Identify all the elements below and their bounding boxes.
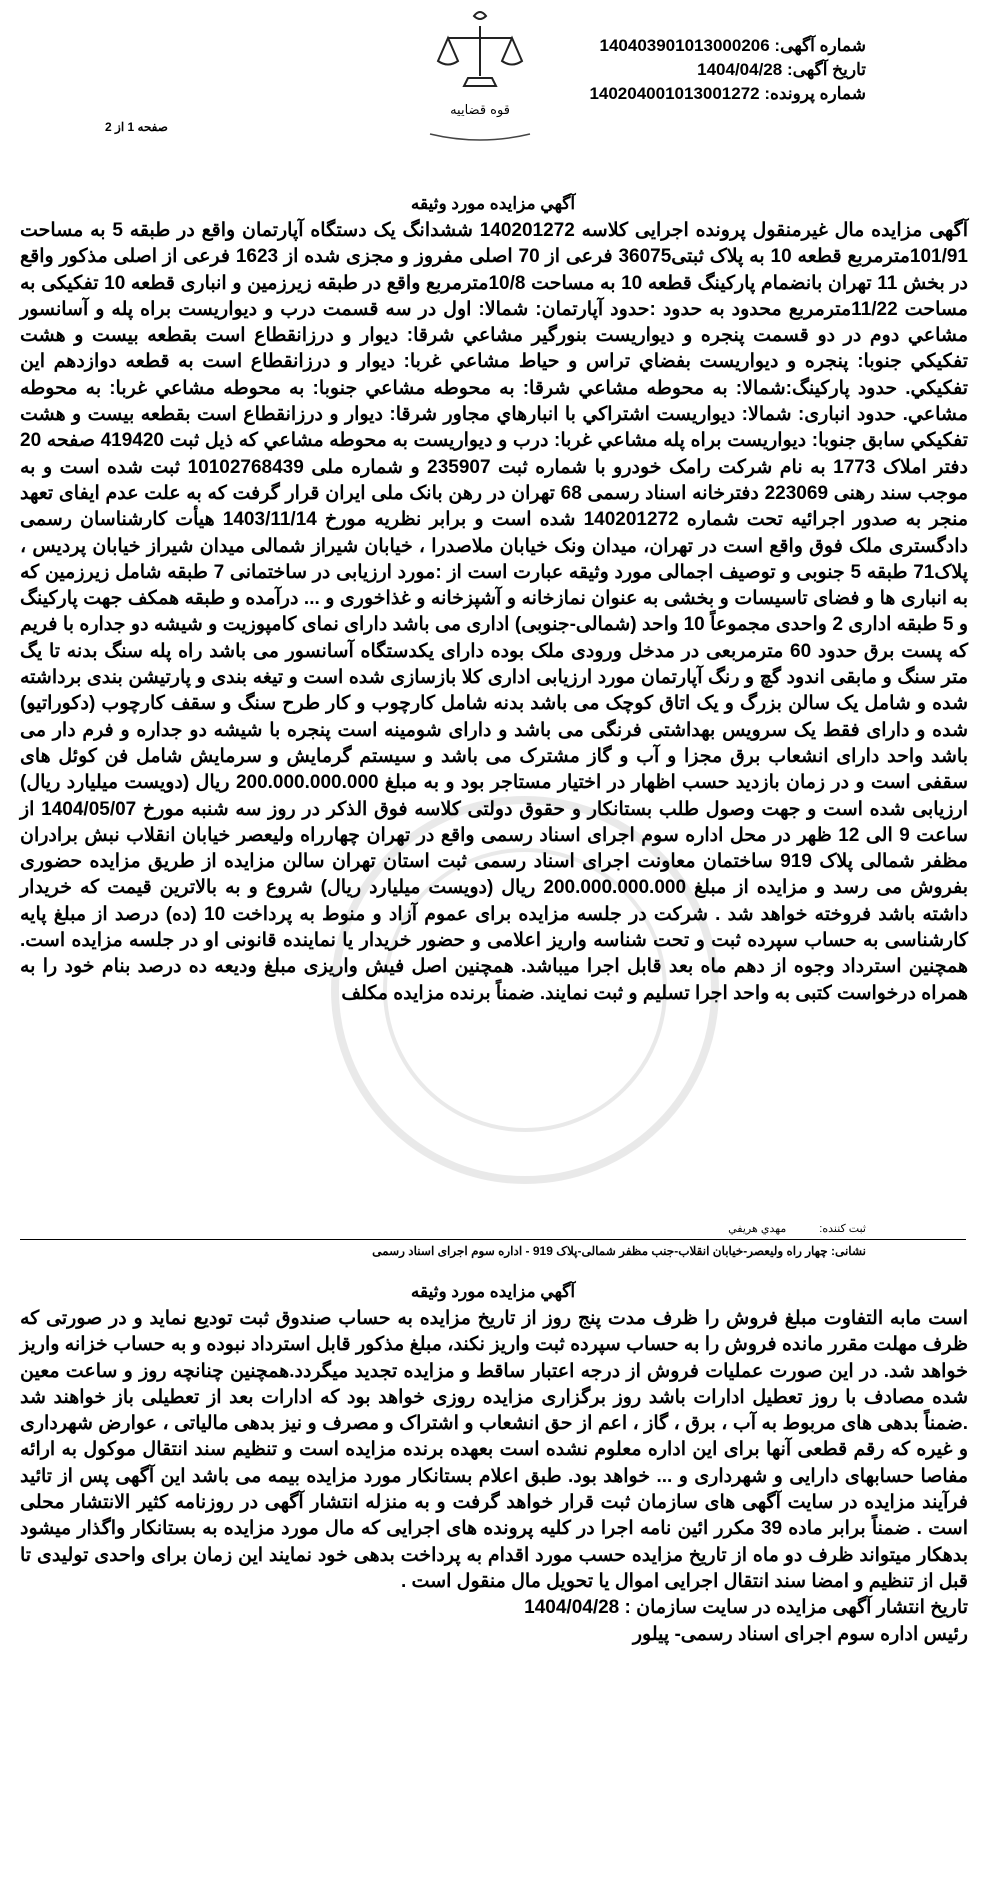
notice2-title: آگهي مزايده مورد وثيقه — [410, 1282, 576, 1301]
notice2-body — [20, 1306, 968, 1648]
divider — [20, 1239, 966, 1240]
notice-metadata — [586, 34, 866, 106]
emblem-caption: قوه قضاییه — [450, 103, 510, 118]
notice1-body: آگهی مزایده مال غیرمنقول پرونده اجرایی کلاسه 140201272 ششدانگ یک دستگاه آپارتمان واقع در طبقه 5 به مساحت 101/91مترمربع قطعه 10 به پلاک ثبتی36075 فرعی از 70 اصلی مفروز و مجزی شده از 1623 فرعی از اصلی مذکور واقع در بخش 11 تهران بانضمام پارکینگ قطعه 10 به مساحت 10/8مترمربع واقع در طبقه زیرزمین و انباری قطعه 10 تفکیکی به مساحت 11/22مترمربع محدود به حدود :حدود آپارتمان: شمالا: اول در سه قسمت درب و دیواریست براه پله و آسانسور مشاعي دوم در دو قسمت پنجره و ديواريست بنورگير مشاعي شرقا: ديوار و درزانقطاع است بقطعه بيست و هشت تفكيكي جنوبا: پنجره و ديواريست بفضاي تراس و حياط مشاعي غربا: ديوار و درزانقطاع است به قطعه دوازدهم اين تفكيكي. حدود پاركينگ:شمالا: به محوطه مشاعي شرقا: به محوطه مشاعي جنوبا: به محوطه مشاعي غربا: به محوطه مشاعي. حدود انباری: شمالا: ديواريست اشتراكي با انبارهاي مجاور شرقا: ديوار و درزانقطاع است بقطعه بيست و هشت تفكيكي سابق جنوبا: ديواريست براه پله مشاعي غربا: درب و ديواريست به محوطه مشاعي كه ذيل ثبت 419420 صفحه 20 دفتر املاک 1773 به نام شرکت رامک خودرو با شماره ثبت 235907 و شماره ملی 10102768439 ثبت شده است و به موجب سند رهنی 223069 دفترخانه اسناد رسمی 68 تهران در رهن بانک ملی ایران قرار گرفت که به علت عدم ایفای تعهد منجر به صدور اجرائیه تحت شماره 140201272 شده است و برابر نظریه مورخ 1403/11/14 هیأت کارشناسان رسمی دادگستری ملک فوق واقع است در تهران، میدان ونک خیابان ملاصدرا ، خیابان شیراز شمالی میدان شیراز خیابان پردیس ، پلاک71 طبقه 5 جنوبی و توصیف اجمالی مورد وثیقه عبارت است از :مورد ارزیابی در ساختمانی 7 طبقه شامل زیرزمین که به انباری ها و فضای تاسیسات و بخشی به عنوان نمازخانه و آشپزخانه و غذاخوری و ... درآمده و طبقه همکف جهت پارکینگ و 5 طبقه اداری 2 واحدی مجموعاً 10 واحد (شمالی-جنوبی) اداری می باشد دارای نمای کامپوزیت و شیشه دو جداره با فریم که پست برق حدود 60 مترمربعی در مدخل ورودی ملک بوده دارای یکدستگاه آسانسور می باشد راه پله سنگ بدنه تا یگ متر سنگ و مابقی اندود گچ و رنگ آپارتمان مورد ارزیابی اداری کلا بازسازی شده است و تیغه بندی و پارتیشن بندی برداشته شده و شامل یک سالن بزرگ و یک اتاق کوچک می باشد بدنه شامل کارچوب و کار طرح سنگ و سقف کارچوب (دکوراتیو) شده و دارای فقط یک سرویس بهداشتی فرنگی می باشد و دارای شومینه است پنجره با شیشه دو جداره و فرم دار می باشد واحد دارای انشعاب برق مجزا و آب و گاز مشترک می باشد و سیستم گرمایش و سرمایش شامل فن کوئل های سقفی است و در زمان بازدید حسب اظهار در اختیار مستاجر بود و به مبلغ 200.000.000.000 ریال (دویست میلیارد ریال) ارزیابی شده است و جهت وصول طلب بستانکار و حقوق دولتی کلاسه فوق الذکر در روز سه شنبه مورخ 1404/05/07 از ساعت 9 الی 12 ظهر در محل اداره سوم اجرای اسناد رسمی واقع در تهران چهارراه ولیعصر خیابان انقلاب نبش برادران مظفر شمالی پلاک 919 ساختمان معاونت اجرای اسناد رسمی ثبت استان تهران سالن مزایده از طریق مزایده حضوری بفروش می رسد و مزایده از مبلغ 200.000.000.000 ریال (دویست میلیارد ریال) شروع و به بالاترین قیمت که خریدار داشته باشد فروخته خواهد شد . شرکت در جلسه مزایده برای عموم آزاد و منوط به پرداخت 10 (ده) درصد از مبلغ پایه کارشناسی به حساب سپرده ثبت و تحت شناسه واریز اعلامی و حضور خریدار یا نماینده قانونی او در جلسه مزایده است. همچنین استرداد وجوه از دهم ماه بعد قابل اجرا میباشد. همچنین اصل فیش واریزی مبلغ ودیعه ده درصد بنام خود را به همراه درخواست کتبی به واحد اجرا تسلیم و ثبت نمایند. ضمناً برنده مزایده مکلف — [20, 220, 969, 1004]
notice-number-label: شماره آگهی: — [774, 36, 866, 55]
notice-date: 1404/04/28 — [697, 60, 783, 79]
office-address: نشانی: چهار راه ولیعصر-خیابان انقلاب-جنب مظفر شمالی-پلاک 919 - اداره سوم اجرای اسناد رسمی — [372, 1244, 866, 1258]
notice2-body-text: است مابه التفاوت مبلغ فروش را ظرف مدت پنج روز از تاریخ مزایده به حساب صندوق ثبت تودیع نماید و در صورتی که ظرف مهلت مقرر مانده فروش را به حساب سپرده ثبت واریز نکند، مبلغ مذکور قابل استرداد نبوده و به حساب خزانه واریز خواهد شد. در این صورت عملیات فروش از درجه اعتبار ساقط و مزایده تجدید میگردد.همچنین چنانچه روز و ساعت معین شده مصادف با روز تعطیل ادارات باشد روز برگزاری مزایده روزی خواهد بود که ادارات بعد از تعطیلی باز خواهند شد .ضمناً بدهی های مربوط به آب ، برق ، گاز ، اعم از حق انشعاب و اشتراک و مصرف و نیز بدهی مالیاتی ، عوارض شهرداری و غیره که رقم قطعی آنها برای این اداره معلوم نشده است بعهده برنده مزایده است و تنظیم سند انتقال موکول به ارائه مفاصا حسابهای دارایی و شهرداری و ... خواهد بود. طبق اعلام بستانکار مورد مزایده بیمه می باشد این آگهی پس از تائید فرآیند مزایده در سایت آگهی های سازمان ثبت قرار خواهد گرفت و به منزله انتشار آگهی در روزنامه کثیر الانتشار محلی است . ضمناً برابر ماده 39 مکرر ائین نامه اجرا در کلیه پرونده های اجرایی که مال مورد مزایده به بستانکار واگذار میشود بدهکار میتواند ظرف دو ماه از تاریخ مزایده حسب مورد اقدام به پرداخت بدهی خود نمایند این زمان برای واحدی تولیدی تا قبل از تنظیم و امضا سند انتقال اجرایی اموال یا تحویل مال منقول است . — [20, 1308, 968, 1592]
file-number: 140204001013001272 — [589, 84, 760, 103]
notice-number: 140403901013000206 — [599, 36, 770, 55]
publish-date-line: تاریخ انتشار آگهی مزایده در سایت سازمان : 1404/04/28 — [524, 1597, 968, 1619]
notice-number-row — [586, 34, 866, 58]
page-number: صفحه 1 از 2 — [105, 120, 168, 134]
notice-date-row — [586, 58, 866, 82]
judiciary-emblem-icon — [410, 6, 550, 156]
notice1-title: آگهي مزايده مورد وثيقه — [410, 194, 576, 213]
signature-line: رئیس اداره سوم اجرای اسناد رسمی- پیلور — [632, 1623, 968, 1645]
registrar-line — [728, 1222, 866, 1235]
registrar-label: ثبت کننده: — [819, 1223, 866, 1235]
file-number-row — [586, 82, 866, 106]
registrar-name: مهدي هريفي — [728, 1223, 787, 1235]
file-number-label: شماره پرونده: — [764, 84, 866, 103]
notice-date-label: تاریخ آگهی: — [786, 60, 866, 79]
